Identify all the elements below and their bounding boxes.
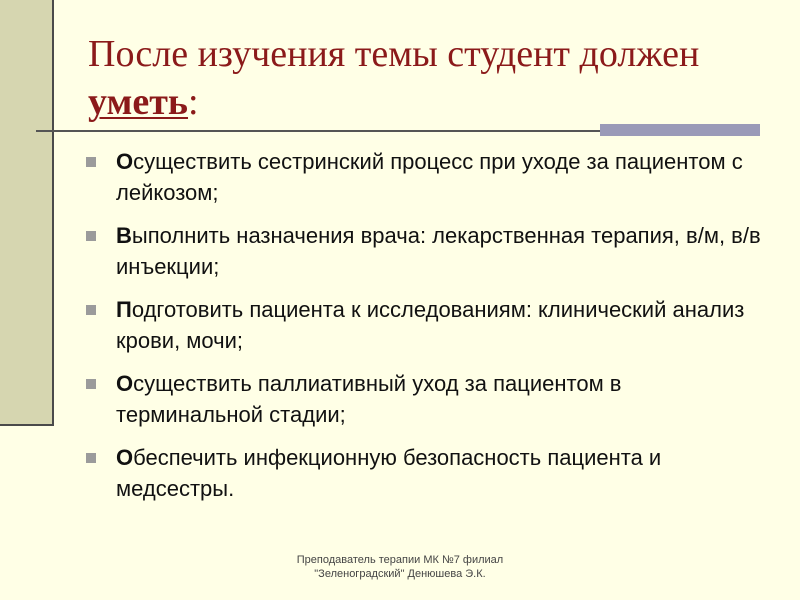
- bullet-text: одготовить пациента к исследованиям: клинический анализ крови, мочи;: [116, 297, 745, 353]
- bullet-first-letter: В: [116, 223, 132, 248]
- bullet-item: [86, 442, 766, 504]
- footer-line-1: Преподаватель терапии МК №7 филиал: [296, 554, 504, 566]
- square-bullet-icon: [86, 453, 96, 463]
- bullet-first-letter: О: [116, 445, 134, 470]
- square-bullet-icon: [86, 157, 96, 167]
- square-bullet-icon: [86, 305, 96, 315]
- footer-line-2: "Зеленоградский" Денюшева Э.К.: [314, 568, 486, 580]
- title-emphasis: уметь: [88, 81, 189, 123]
- title-underline-rule: [36, 130, 606, 132]
- bullet-item: [86, 146, 766, 208]
- bullet-first-letter: О: [116, 149, 134, 174]
- slide-title: [88, 30, 768, 126]
- bullet-item: [86, 294, 766, 356]
- bullet-list: [86, 146, 766, 516]
- left-band-divider: [52, 0, 54, 426]
- left-decorative-band: [0, 0, 52, 426]
- title-prefix: После изучения темы студент должен: [88, 33, 700, 75]
- slide-footer: [0, 553, 800, 581]
- bullet-text: существить сестринский процесс при уходе за пациентом с лейкозом;: [116, 149, 743, 205]
- bullet-first-letter: О: [116, 371, 134, 396]
- title-accent-bar: [600, 124, 760, 136]
- square-bullet-icon: [86, 379, 96, 389]
- bullet-item: [86, 368, 766, 430]
- left-band-bottom-line: [0, 424, 54, 426]
- title-suffix: :: [188, 81, 199, 123]
- bullet-first-letter: П: [116, 297, 132, 322]
- bullet-text: ыполнить назначения врача: лекарственная терапия, в/м, в/в инъекции;: [116, 223, 761, 279]
- bullet-text: существить паллиативный уход за пациентом в терминальной стадии;: [116, 371, 622, 427]
- bullet-item: [86, 220, 766, 282]
- bullet-text: беспечить инфекционную безопасность пациента и медсестры.: [116, 445, 662, 501]
- square-bullet-icon: [86, 231, 96, 241]
